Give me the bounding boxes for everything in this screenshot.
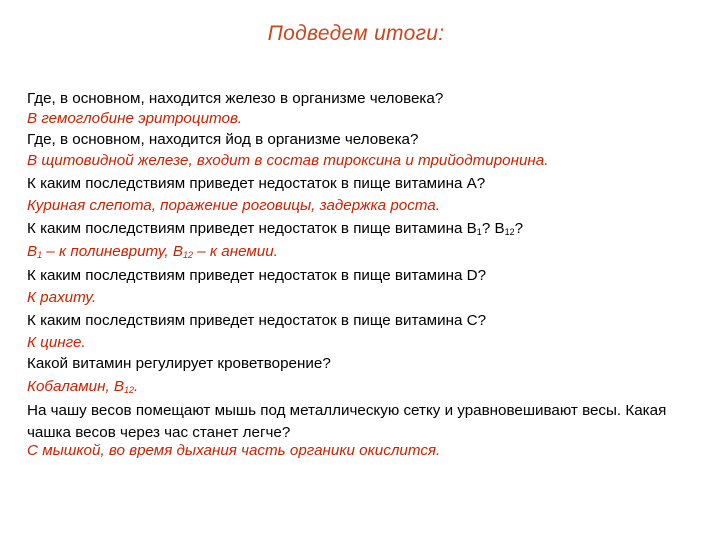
question-8: На чашу весов помещают мышь под металлическую сетку и уравновешивают весы. Какая чашка весов через час станет легче? [27,402,667,441]
question-2: Где, в основном, находится йод в организме человека? [27,131,419,148]
answer-4-text-1: – к полиневриту, В [42,243,184,260]
answer-4-sub-12: 12 [183,250,194,260]
answer-2: В щитовидной железе, входит в состав тироксина и трийодтиронина. [27,152,549,169]
question-5: К каким последствиям приведет недостаток в пище витамина D? [27,267,487,284]
question-4-mid: ? В [481,220,505,237]
answer-7-end: . [134,378,139,395]
question-4-sub-1: 1 [476,227,482,237]
answer-4 [27,243,278,260]
question-4 [27,220,523,237]
slide-title: Подведем итоги: [267,22,445,45]
answer-3: Куриная слепота, поражение роговицы, задержка роста. [27,197,440,214]
answer-7 [27,378,138,395]
answer-6: К цинге. [27,334,86,351]
answer-4-text-2: – к анемии. [193,243,278,260]
answer-1: В гемоглобине эритроцитов. [27,110,243,127]
answer-7-text: Кобаламин, В [27,378,125,395]
question-1: Где, в основном, находится железо в организме человека? [27,90,444,107]
answer-4-sub-1: 1 [37,250,43,260]
question-4-text: К каким последствиям приведет недостаток в пище витамина В [27,220,477,237]
question-4-end: ? [514,220,524,237]
question-6: К каким последствиям приведет недостаток в пище витамина С? [27,312,487,329]
answer-5: К рахиту. [27,289,97,306]
answer-8: С мышкой, во время дыхания часть органики окислится. [27,442,441,459]
question-4-sub-12: 12 [504,227,515,237]
question-3: К каким последствиям приведет недостаток в пище витамина А? [27,175,486,192]
answer-4-b: В [27,243,38,260]
answer-7-sub-12: 12 [124,385,135,395]
question-7: Какой витамин регулирует кроветворение? [27,355,331,372]
